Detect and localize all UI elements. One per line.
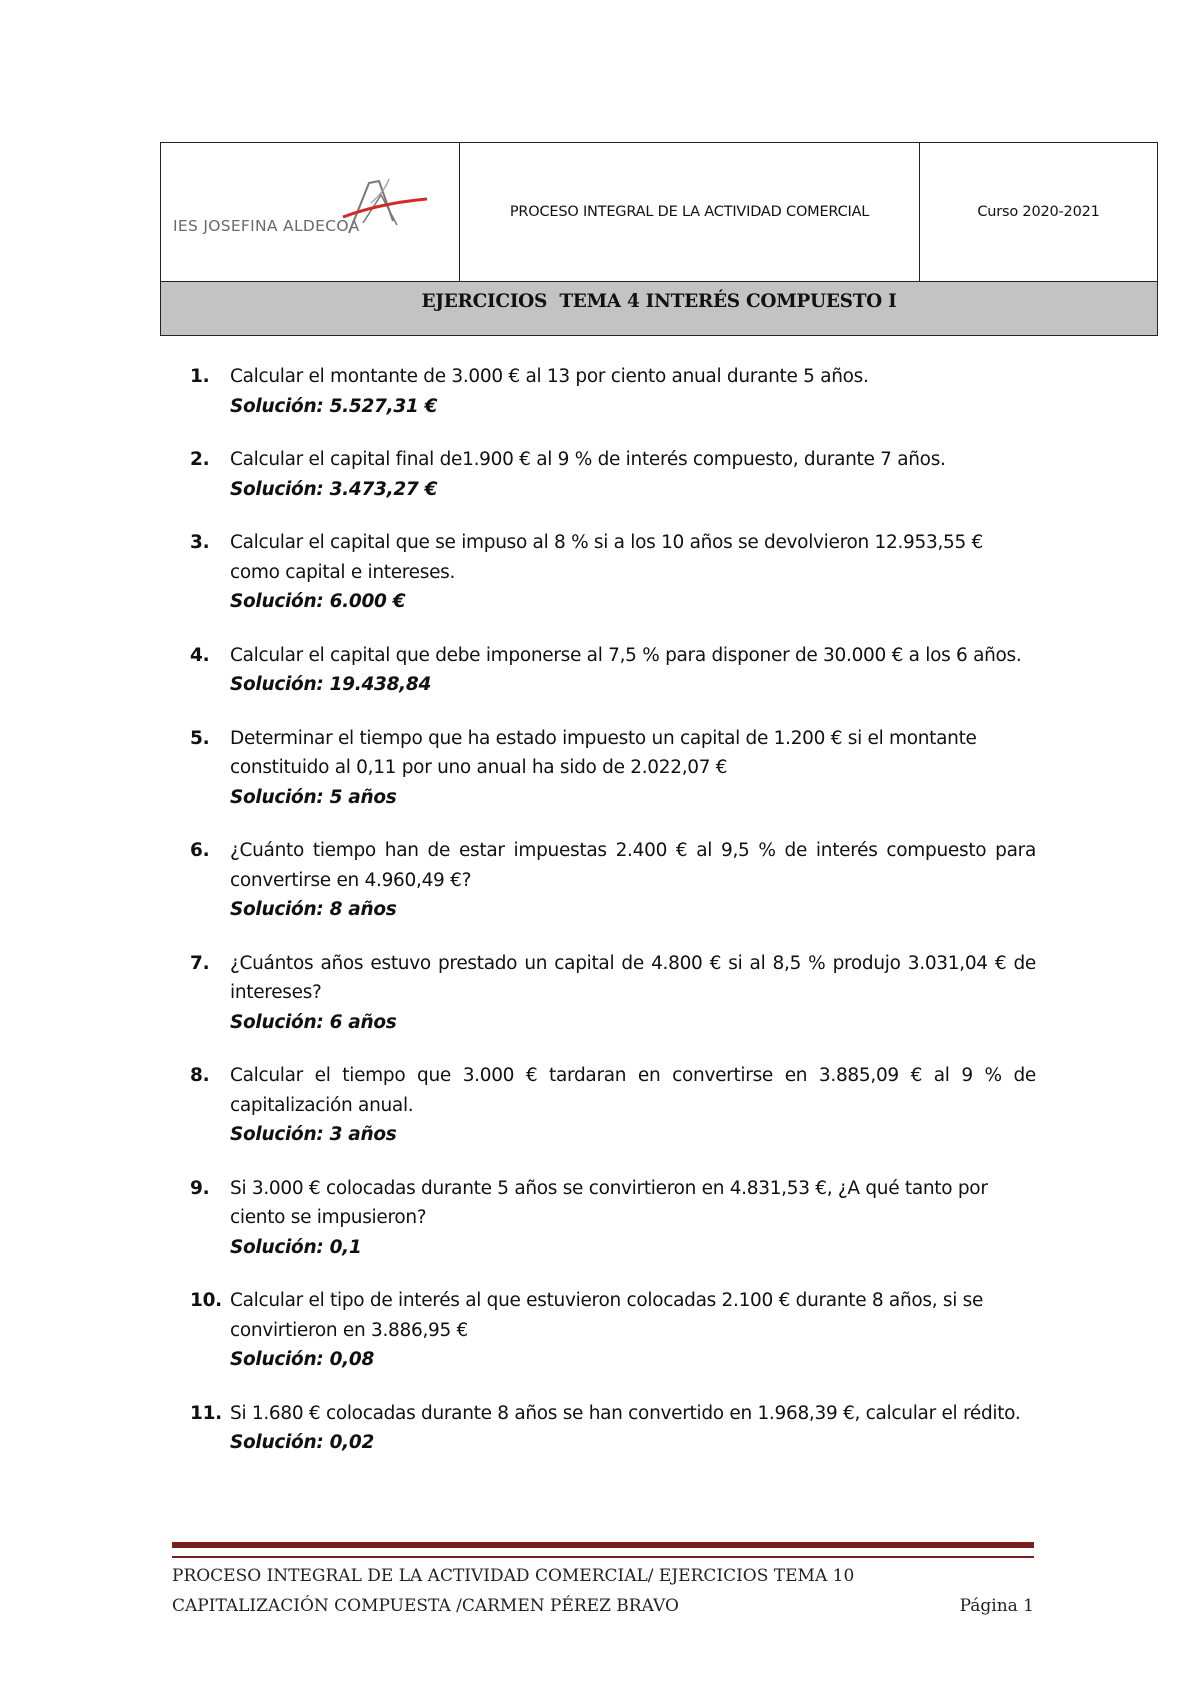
exercise-item xyxy=(160,1061,1036,1150)
exercise-question: Calcular el capital que se impuso al 8 % si a los 10 años se devolvieron 12.953,55 € como capital e intereses. xyxy=(230,532,984,583)
exercise-number: 11. xyxy=(190,1402,222,1424)
exercise-item xyxy=(160,445,1036,504)
exercise-question: Calcular el montante de 3.000 € al 13 por ciento anual durante 5 años. xyxy=(230,366,869,387)
exercise-number: 8. xyxy=(190,1065,210,1086)
exercise-number: 10. xyxy=(190,1290,222,1311)
exercise-question: Calcular el tiempo que 3.000 € tardaran en convertirse en 3.885,09 € al 9 % de capitalización anual. xyxy=(230,1065,1036,1116)
exercise-question: Calcular el capital que debe imponerse al 7,5 % para disponer de 30.000 € a los 6 años. xyxy=(230,644,1022,666)
exercise-solution: Solución: 8 años xyxy=(230,899,397,920)
page-number: Página 1 xyxy=(959,1596,1034,1616)
exercise-question: Determinar el tiempo que ha estado impuesto un capital de 1.200 € si el montante constituido al 0,11 por uno anual ha sido de 2.022,07 € xyxy=(230,727,977,778)
exercise-number: 5. xyxy=(190,727,210,749)
header-table xyxy=(160,142,1158,336)
exercise-item xyxy=(160,1286,1036,1375)
exercise-question: Si 1.680 € colocadas durante 8 años se han convertido en 1.968,39 €, calcular el rédito. xyxy=(230,1402,1021,1424)
exercise-list xyxy=(160,362,1036,1458)
exercise-solution: Solución: 0,1 xyxy=(230,1236,362,1258)
exercise-question: ¿Cuánto tiempo han de estar impuestas 2.400 € al 9,5 % de interés compuesto para convertirse en 4.960,49 €? xyxy=(230,840,1036,891)
exercise-solution: Solución: 3.473,27 € xyxy=(230,478,438,500)
school-logo-icon xyxy=(341,173,431,243)
exercise-item xyxy=(160,641,1036,700)
footer xyxy=(172,1561,1034,1621)
exercise-item xyxy=(160,362,1036,421)
footer-divider xyxy=(172,1542,1034,1558)
exercise-item xyxy=(160,836,1036,925)
exercise-number: 3. xyxy=(190,532,210,553)
subject-title: PROCESO INTEGRAL DE LA ACTIVIDAD COMERCIAL xyxy=(460,143,920,282)
document-title: EJERCICIOS TEMA 4 INTERÉS COMPUESTO I xyxy=(161,282,1158,336)
exercise-question: Si 3.000 € colocadas durante 5 años se convirtieron en 4.831,53 €, ¿A qué tanto por ciento se impusieron? xyxy=(230,1177,988,1228)
exercise-solution: Solución: 19.438,84 xyxy=(230,674,432,695)
exercise-number: 4. xyxy=(190,644,210,666)
school-logo-text: IES JOSEFINA ALDECOA xyxy=(173,217,360,235)
exercise-item xyxy=(160,1174,1036,1263)
logo-cell xyxy=(161,143,460,282)
exercise-number: 7. xyxy=(190,952,210,974)
exercise-solution: Solución: 6.000 € xyxy=(230,591,406,612)
exercise-item xyxy=(160,724,1036,813)
exercise-solution: Solución: 5 años xyxy=(230,786,397,808)
footer-line-2: CAPITALIZACIÓN COMPUESTA /CARMEN PÉREZ BRAVO xyxy=(172,1596,679,1616)
exercise-solution: Solución: 0,08 xyxy=(230,1349,375,1370)
course-year: Curso 2020-2021 xyxy=(920,143,1158,282)
exercise-number: 2. xyxy=(190,449,210,470)
exercise-solution: Solución: 6 años xyxy=(230,1011,397,1033)
footer-line-1: PROCESO INTEGRAL DE LA ACTIVIDAD COMERCIAL/ EJERCICIOS TEMA 10 xyxy=(172,1566,855,1586)
exercise-question: ¿Cuántos años estuvo prestado un capital de 4.800 € si al 8,5 % produjo 3.031,04 € de intereses? xyxy=(230,952,1036,1003)
exercise-question: Calcular el tipo de interés al que estuvieron colocadas 2.100 € durante 8 años, si se convirtieron en 3.886,95 € xyxy=(230,1290,984,1341)
exercise-solution: Solución: 0,02 xyxy=(230,1432,375,1453)
exercise-item xyxy=(160,949,1036,1038)
exercise-number: 6. xyxy=(190,840,210,861)
exercise-solution: Solución: 3 años xyxy=(230,1124,397,1145)
exercise-number: 1. xyxy=(190,366,210,387)
exercise-solution: Solución: 5.527,31 € xyxy=(230,395,438,417)
exercise-item xyxy=(160,1399,1036,1458)
exercise-item xyxy=(160,528,1036,617)
exercise-question: Calcular el capital final de1.900 € al 9 % de interés compuesto, durante 7 años. xyxy=(230,449,946,470)
exercise-number: 9. xyxy=(190,1177,210,1199)
